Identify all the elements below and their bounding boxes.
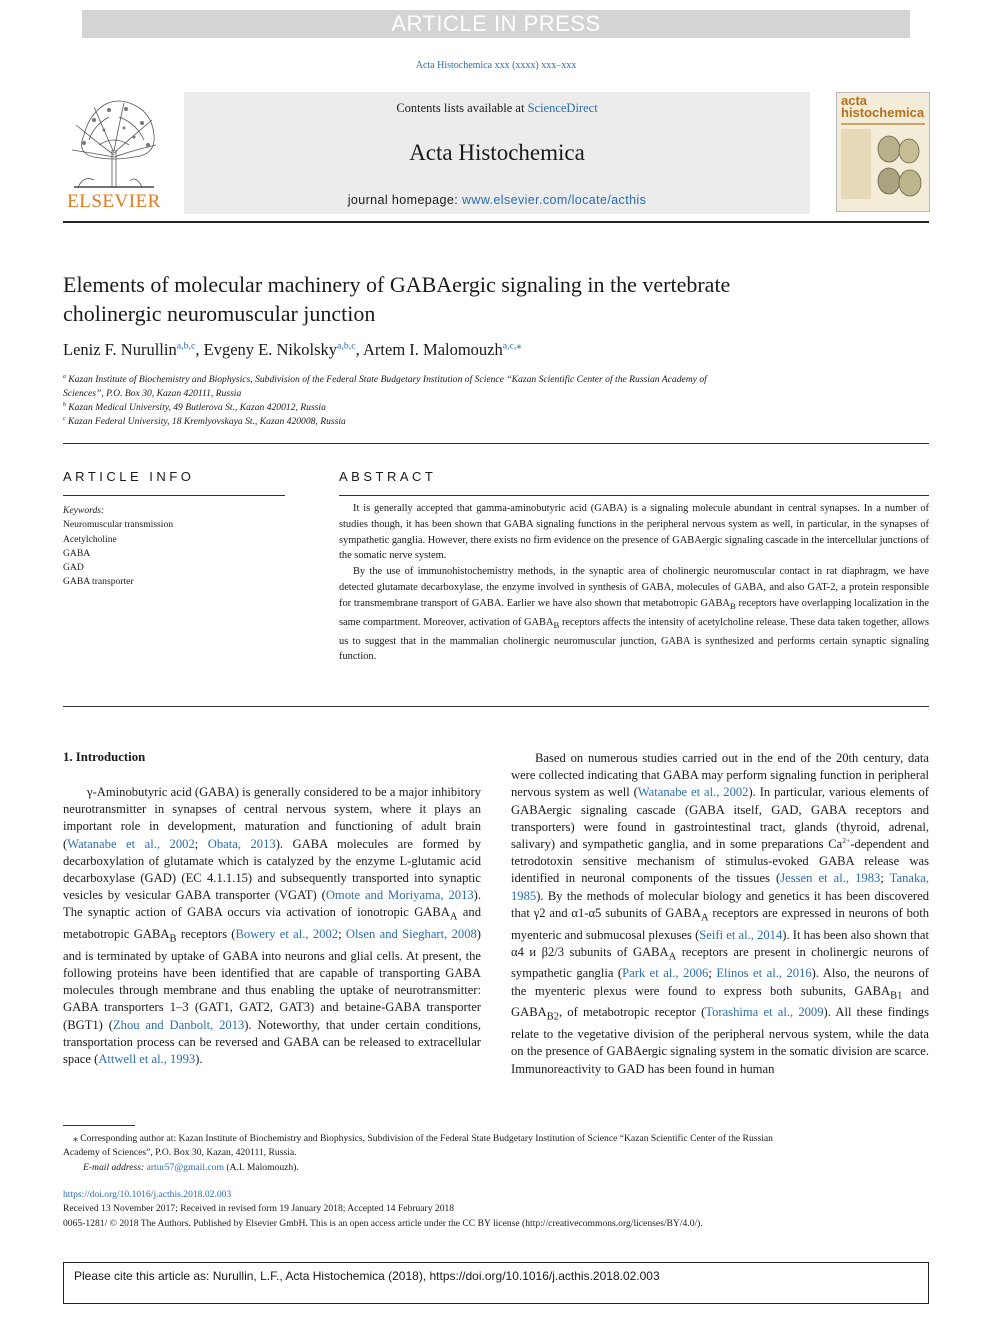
author-affiliation-marks[interactable]: a,c,⁎ <box>502 340 522 352</box>
affiliation-text: Kazan Federal University, 18 Kremlyovskaya St., Kazan 420008, Russia <box>67 416 346 427</box>
citation-link[interactable]: Attwell et al., 1993 <box>98 1052 196 1067</box>
abstract-end-divider <box>63 706 929 707</box>
citation-link[interactable]: Jessen et al., 1983 <box>780 871 881 886</box>
keywords-block <box>63 504 285 590</box>
affiliation-text: Kazan Institute of Biochemistry and Biophysics, Subdivision of the Federal State Budgetary Institution of Science “Kazan Scientific Center of the Russian Academy of <box>68 374 707 385</box>
journal-name: Acta Histochemica <box>409 140 585 165</box>
article-info-heading: ARTICLE INFO <box>63 469 195 484</box>
article-info-divider <box>63 495 285 496</box>
corresponding-author-note: ⁎ Corresponding author at: Kazan Institute of Biochemistry and Biophysics, Subdivision of the Federal State Budgetary Institution of Science “Kazan Scientific Center of the Russian <box>73 1133 773 1144</box>
license-line: 0065-1281/ © 2018 The Authors. Published by Elsevier GmbH. This is an open access article under the CC BY license (http://creativecommons.org/licenses/BY/4.0/). <box>63 1217 703 1229</box>
header-divider <box>63 221 929 223</box>
citation-link[interactable]: Obata, 2013 <box>207 836 276 851</box>
keyword-item: Neuromuscular transmission <box>63 519 174 531</box>
citation-link[interactable]: Tanaka, 1985 <box>511 871 929 903</box>
cover-image-icon <box>875 133 925 203</box>
intro-paragraph-2: Based on numerous studies carried out in the end of the 20th century, data were collected indicating that GABA may perform signaling function in peripheral nervous system as well (Watanabe et al., 2002). In particular, various elements of GABAergic signaling cascade (GABA itself, GAD, GABA receptors and transporters) were found in gastrointestinal tract, glands (thyroid, adrenal, salivary) and sympathetic ganglia, and in some preparations $Ca^{2+}$-dependent and tetrodotoxin sensitive mechanism of stimulus-evoked GABA release was identified in neuronal components of the tissues (Jessen et al., 1983; Tanaka, 1985). By the methods of molecular biology and genetics it has been discovered that γ2 and α1-α5 subunits of $GABA_A$ receptors are expressed in neurons of both myenteric and submucosal plexuses (Seifi et al., 2014). It has been also shown that α4 и β2/3 subunits of $GABA_A$ receptors are present in cholinergic neurons of sympathetic ganglia (Park et al., 2006; Elinos et al., 2016). Also, the neurons of the myenteric plexus were found to express both subunits, $GABA_{B1}$ and $GABA_{B2}$, of metabotropic receptor (Torashima et al., 2009). All these findings relate to the vegetative division of the peripheral nervous system, while the data on the presence of GABAergic signaling system in the somatic division are scarce. Immunoreactivity to GAD has been found in human <box>511 751 930 1076</box>
citation-link[interactable]: Torashima et al., 2009 <box>705 1005 824 1020</box>
intro-paragraph-1: γ-Aminobutyric acid (GABA) is generally considered to be a major inhibitory neurotransmitter in synapses of central nervous system, where it plays an important role in development, maturation and functioning of adult brain (Watanabe et al., 2002; Obata, 2013). GABA molecules are formed by decarboxylation of glutamate which is catalyzed by the enzyme L-glutamic acid decarboxylase (GAD) (EC 4.1.1.15) and subsequently transported into synaptic vesicles by vesicular GABA transporter (VGAT) (Omote and Moriyama, 2013). The synaptic action of GABA occurs via activation of ionotropic $GABA_A$ and metabotropic $GABA_B$ receptors (Bowery et al., 2002; Olsen and Sieghart, 2008) and is terminated by uptake of GABA into neurons and glial cells. At present, the following proteins have been identified that are capable of transporting GABA molecules through membrane and thus enabling the uptake of neurotransmitter: GABA transporters 1–3 (GAT1, GAT2, GAT3) and betaine-GABA transporter (BGT1) (Zhou and Danbolt, 2013). Noteworthy, that under certain conditions, transportation process can be reversed and GABA can be released to extracellular space (Attwell et al., 1993). <box>63 785 482 1067</box>
keyword-item: GABA transporter <box>63 576 134 588</box>
citation-link[interactable]: Omote and Moriyama, 2013 <box>325 888 474 903</box>
homepage-prefix: journal homepage: <box>347 193 462 207</box>
cover-title-line2: histochemica <box>841 105 925 120</box>
journal-cover-thumbnail[interactable] <box>836 92 930 212</box>
elsevier-tree-icon <box>64 95 164 191</box>
publication-info <box>63 1188 929 1231</box>
journal-homepage <box>184 193 810 207</box>
citation-box <box>63 1262 929 1304</box>
abstract-paragraph-2: By the use of immunohistochemistry methods, in the synaptic area of cholinergic neuromuscular contact in rat diaphragm, we have detected glutamate decarboxylase, the enzyme involved in synthesis of GABA, molecules of GABA, and also GAT-2, a protein responsible for transmembrane transport of GABA. Earlier we have also shown that metabotropic $GABA_B$ receptors have overlapping localization in the same compartment. Moreover, activation of $GABA_B$ receptors affects the intensity of acetylcholine release. These data taken together, allows us to suggest that in the mammalian cholinergic neuromuscular junction, GABA is synthesized and performs certain synaptic signaling function. <box>339 566 929 663</box>
affiliation-text: Sciences”, P.O. Box 30, Kazan 420111, Russia <box>63 388 242 399</box>
elsevier-wordmark: ELSEVIER <box>67 191 161 212</box>
article-title <box>63 270 893 328</box>
cover-title-line1: acta <box>841 93 868 108</box>
contents-prefix: Contents lists available at <box>396 101 528 115</box>
title-line-2: cholinergic neuromuscular junction <box>63 301 376 326</box>
citation-link[interactable]: Park et al., 2006 <box>622 966 709 981</box>
citation-link[interactable]: Olsen and Sieghart, 2008 <box>345 927 477 942</box>
author-affiliation-marks[interactable]: a,b,c <box>176 340 196 352</box>
email-link[interactable]: artur57@gmail.com <box>146 1161 224 1173</box>
contents-line <box>184 101 810 116</box>
citation-link[interactable]: Bowery et al., 2002 <box>235 927 339 942</box>
author-name[interactable]: Artem I. Malomouzh <box>363 340 503 359</box>
elsevier-logo <box>64 95 164 213</box>
author-separator: , <box>195 340 204 359</box>
author-affiliation-marks[interactable]: a,b,c <box>337 340 356 352</box>
intro-left-column <box>63 784 481 1068</box>
publication-dates: Received 13 November 2017; Received in revised form 19 January 2018; Accepted 14 February 2018 <box>63 1203 455 1215</box>
author-name[interactable]: Leniz F. Nurullin <box>63 340 177 359</box>
email-line: E-mail address: artur57@gmail.com (A.I. Malomouzh). <box>83 1161 299 1173</box>
author-list <box>63 340 923 360</box>
citation-link[interactable]: Watanabe et al., 2002 <box>67 836 195 851</box>
homepage-link[interactable]: www.elsevier.com/locate/acthis <box>461 193 647 207</box>
introduction-heading: 1. Introduction <box>63 750 146 764</box>
citation-link[interactable]: Elinos et al., 2016 <box>716 966 812 981</box>
affiliation-mark: b <box>63 401 66 408</box>
footnotes <box>63 1132 929 1175</box>
affiliation-c <box>63 415 923 429</box>
affiliation-b <box>63 401 923 415</box>
abstract-heading: ABSTRACT <box>339 469 437 484</box>
citation-link[interactable]: Zhou and Danbolt, 2013 <box>112 1017 245 1032</box>
affiliation-mark: c <box>63 415 66 422</box>
citation-link[interactable]: Seifi et al., 2014 <box>699 927 783 942</box>
keyword-item: GABA <box>63 547 91 559</box>
author-separator: , <box>355 340 363 359</box>
journal-reference-link[interactable]: Acta Histochemica xxx (xxxx) xxx–xxx <box>415 60 577 71</box>
doi-link[interactable]: https://doi.org/10.1016/j.acthis.2018.02.003 <box>63 1189 232 1200</box>
affiliation-a-cont <box>63 387 923 401</box>
title-line-1: Elements of molecular machinery of GABAergic signaling in the vertebrate <box>63 272 731 297</box>
abstract-body <box>339 501 929 665</box>
affiliations-divider <box>63 443 929 444</box>
keyword-item: Acetylcholine <box>63 533 117 545</box>
affiliation-a <box>63 373 923 387</box>
article-in-press-banner: ARTICLE IN PRESS <box>82 10 910 38</box>
keyword-item: GAD <box>63 562 84 574</box>
abstract-paragraph-1: It is generally accepted that gamma-aminobutyric acid (GABA) is a signaling molecule abundant in central synapses. In a number of studies though, it has been shown that GABA signaling functions in the peripheral nervous system as well, in particular, in the synapses of sympathetic ganglia. However, there exists no firm evidence on the presence of GABAergic signaling cascade in the intercellular junctions of the somatic nerve system. <box>339 503 929 562</box>
intro-right-column <box>511 750 929 1078</box>
footnote-divider <box>63 1125 135 1126</box>
abstract-divider <box>339 495 929 496</box>
citation-link[interactable]: Watanabe et al., 2002 <box>637 785 749 800</box>
keywords-label: Keywords: <box>63 505 105 516</box>
affiliation-mark: a <box>63 373 66 380</box>
sciencedirect-link[interactable]: ScienceDirect <box>527 101 598 115</box>
affiliation-text: Kazan Medical University, 49 Butlerova St., Kazan 420012, Russia <box>68 402 326 413</box>
author-name[interactable]: Evgeny E. Nikolsky <box>203 340 337 359</box>
corresponding-author-note-cont: Academy of Sciences”, P.O. Box 30, Kazan, 420111, Russia. <box>63 1147 297 1159</box>
citation-text: Please cite this article as: Nurullin, L.F., Acta Histochemica (2018), https://doi.org/10.1016/j.acthis.2018.02.003 <box>74 1269 660 1283</box>
